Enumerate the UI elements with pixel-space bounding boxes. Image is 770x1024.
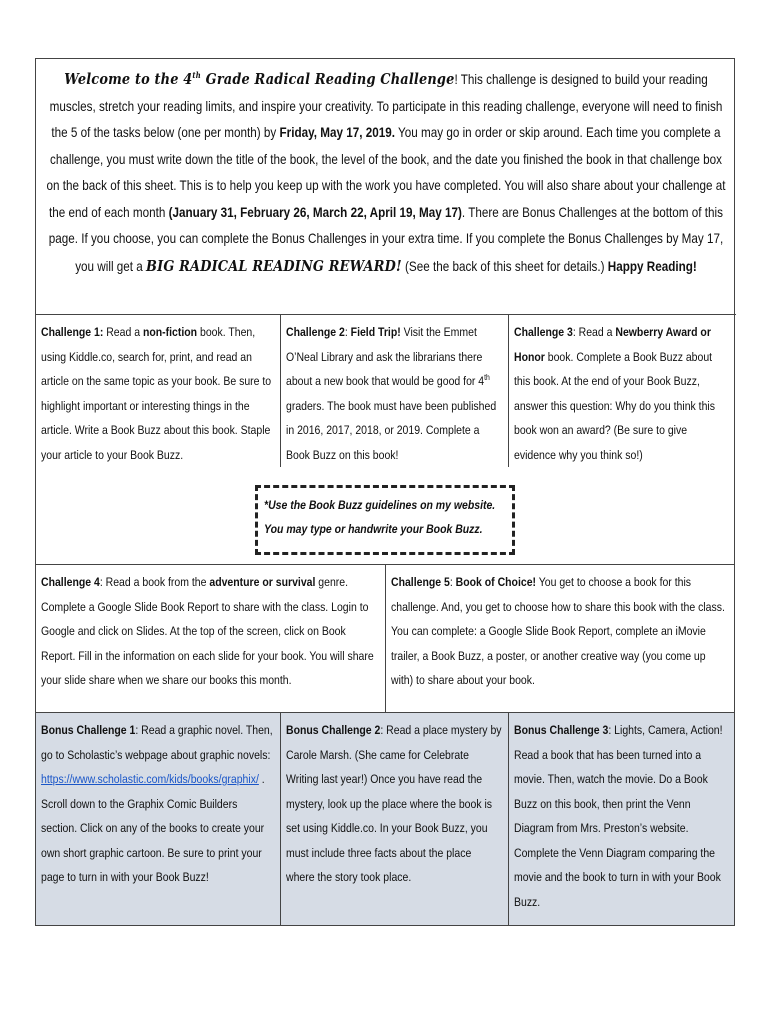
intro-text-1: ! This challenge is designed to build your reading muscles, stretch your reading limits, and inspire your creativity. To participate in this reading challenge, everyone will need to finish the 5 of the tasks below (one per month) by (49, 72, 723, 140)
book-buzz-callout: *Use the Book Buzz guidelines on my website. You may type or handwrite your Book Buzz. (255, 485, 515, 555)
challenge-3-label: Challenge 3 (514, 325, 573, 339)
challenge-5-box: Challenge 5: Book of Choice! You get to choose a book for this challenge. And, you get to choose how to share this book with the class. You can complete: a Google Slide Book Report, complete an iMovie trailer, a Book Buzz, a poster, or another creative way (you come up with) to share about your book. (391, 575, 725, 687)
bonus-challenge-2-box: Bonus Challenge 2: Read a place mystery by Carole Marsh. (She came for Celebrate Writing last year!) Once you have read the mystery, look up the place where the book is set using Kiddle.co. In your Book Buzz, you must include three facts about the place where the story took place. (281, 713, 509, 925)
challenges-row-1 (36, 315, 734, 565)
bonus-challenge-1-box: Bonus Challenge 1: Read a graphic novel. Then, go to Scholastic’s webpage about graphic novels: https://www.scholastic.com/kids/books/graphix/ . Scroll down to the Graphix Comic Builders section. Click on any of the books to create your own short graphic cartoon. Be sure to print your page to turn in with your Book Buzz! (36, 713, 281, 925)
happy-reading: Happy Reading! (607, 258, 697, 274)
challenge-sheet (35, 58, 735, 926)
intro-text-3: . There are Bonus Challenges at the bottom of this page. If you choose, you can complete the Bonus Challenges in your extra time. If you complete the Bonus Challenges by May 17, you will get a (48, 204, 724, 274)
welcome-title: Welcome to the 4th Grade Radical Reading Challenge (64, 70, 455, 88)
intro-paragraph (36, 59, 736, 315)
challenge-3-box: Challenge 3: Read a Newberry Award or Honor book. Complete a Book Buzz about this book. At the end of your Book Buzz, answer this question: Why do you think this book won an award? (Be sure to give evidence why you think so!) (514, 325, 715, 462)
big-reward: BIG RADICAL READING REWARD! (146, 256, 402, 275)
challenge-2-label: Challenge 2 (286, 325, 345, 339)
intro-text-2: You may go in order or skip around. Each time you complete a challenge, you must write down the title of the book, the level of the book, and the date you finished the book in that challenge box on the back of this sheet. This is to help you keep up with the work you have completed. You will also share about your challenge at the end of each month (46, 125, 726, 220)
bonus-1-label: Bonus Challenge 1 (41, 723, 136, 737)
share-dates: (January 31, February 26, March 22, April 19, May 17) (168, 204, 462, 220)
challenge-4-box: Challenge 4: Read a book from the adventure or survival genre. Complete a Google Slide Book Report to share with the class. Login to Google and click on Slides. At the top of the screen, click on Book Report. Fill in the information on each slide for your book. You will share your slide share when we share our books this month. (36, 565, 386, 712)
challenge-5-label: Challenge 5 (391, 575, 450, 589)
intro-text-4: (See the back of this sheet for details.) (401, 258, 608, 274)
bonus-challenges-row (36, 713, 734, 925)
scholastic-link[interactable]: https://www.scholastic.com/kids/books/graphix/ (41, 772, 259, 786)
bonus-3-label: Bonus Challenge 3 (514, 723, 609, 737)
bonus-challenge-3-box: Bonus Challenge 3: Lights, Camera, Action! Read a book that has been turned into a movie. Then, watch the movie. Do a Book Buzz on this book, then print the Venn Diagram from Mrs. Preston’s website. Complete the Venn Diagram comparing the movie and the book to turn in with your Book Buzz. (514, 723, 723, 909)
challenge-1-box: Challenge 1: Read a non-fiction book. Then, using Kiddle.co, search for, print, and read an article on the same topic as your book. Be sure to highlight important or interesting things in the article. Write a Book Buzz about this book. Staple your article to your Book Buzz. (36, 315, 281, 467)
challenge-4-label: Challenge 4 (41, 575, 100, 589)
deadline-date: Friday, May 17, 2019. (279, 125, 395, 140)
challenge-2-box: Challenge 2: Field Trip! Visit the Emmet O’Neal Library and ask the librarians there about a new book that would be good for 4th graders. The book must have been published in 2016, 2017, 2018, or 2019. Complete a Book Buzz on this book! (281, 315, 509, 467)
challenge-1-label: Challenge 1: (41, 325, 104, 339)
challenges-row-2 (36, 565, 734, 713)
bonus-2-label: Bonus Challenge 2 (286, 723, 381, 737)
